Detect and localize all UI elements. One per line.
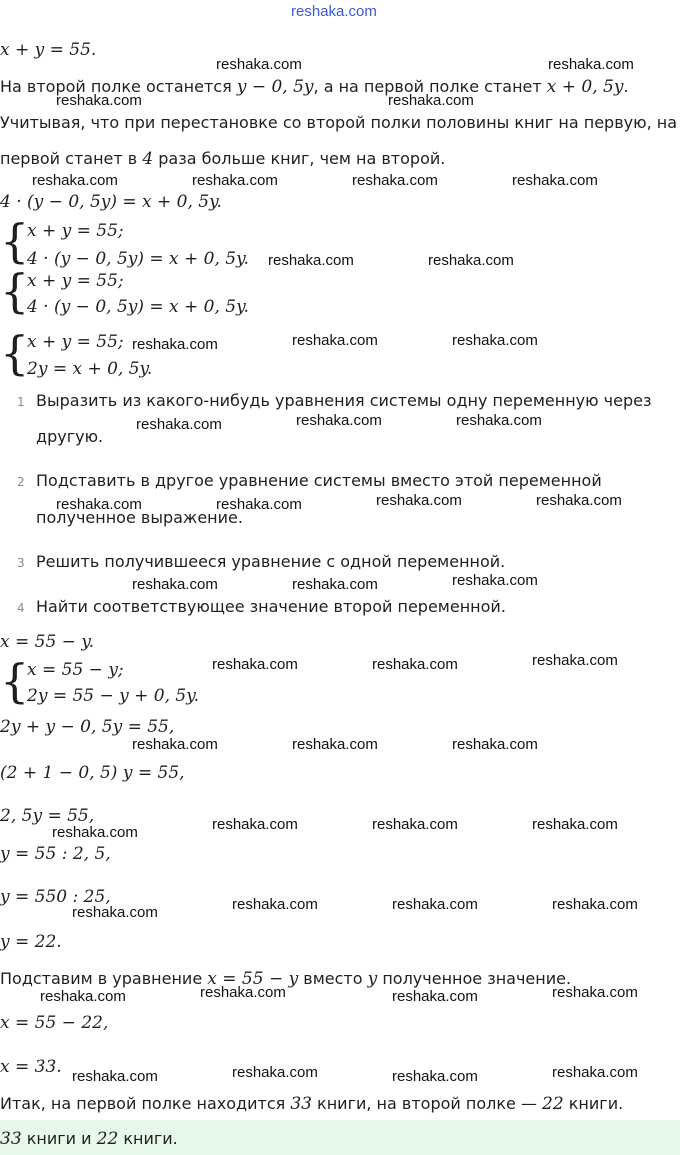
step-text: Решить получившееся уравнение с одной переменной. (36, 552, 506, 571)
equation-step: (2 + 1 − 0, 5) y = 55, (0, 763, 185, 783)
step-text: Найти соответствующее значение второй переменной. (36, 597, 506, 616)
watermark: reshaka.com (552, 896, 638, 913)
step-number: 1 (17, 395, 25, 409)
watermark: reshaka.com (192, 172, 278, 189)
watermark: reshaka.com (536, 492, 622, 509)
system3-eq2: 2y = x + 0, 5y. (27, 359, 153, 379)
watermark: reshaka.com (56, 496, 142, 513)
watermark: reshaka.com (72, 904, 158, 921)
watermark: reshaka.com (292, 736, 378, 753)
watermark: reshaka.com (392, 1068, 478, 1085)
watermark: reshaka.com (132, 336, 218, 353)
watermark: reshaka.com (232, 896, 318, 913)
equation-step: x = 55 − 22, (0, 1013, 109, 1033)
system3-eq1: x + y = 55; (27, 332, 124, 352)
system-brace: { (0, 326, 30, 380)
system-brace: { (0, 264, 30, 318)
watermark: reshaka.com (32, 172, 118, 189)
watermark: reshaka.com (216, 56, 302, 73)
watermark: reshaka.com (232, 1064, 318, 1081)
system2-eq2: 4 · (y − 0, 5y) = x + 0, 5y. (27, 297, 249, 317)
text-condition-1: Учитывая, что при перестановке со второй полки половины книг на первую, на (0, 113, 678, 132)
step-text: Выразить из какого-нибудь уравнения системы одну переменную через (36, 391, 652, 410)
system4-eq1: x = 55 − y; (27, 660, 124, 680)
watermark: reshaka.com (512, 172, 598, 189)
text-substitute: Подставим в уравнение x = 55 − y вместо y полученное значение. (0, 969, 572, 989)
watermark: reshaka.com (372, 656, 458, 673)
watermark: reshaka.com (392, 896, 478, 913)
watermark: reshaka.com (72, 1068, 158, 1085)
text-conclusion: Итак, на первой полке находится 33 книги, на второй полке — 22 книги. (0, 1094, 624, 1114)
watermark: reshaka.com (372, 816, 458, 833)
watermark: reshaka.com (200, 984, 286, 1001)
watermark: reshaka.com (268, 252, 354, 269)
step-number: 3 (17, 556, 25, 570)
equation-x-expressed: x = 55 − y. (0, 632, 95, 652)
step-text: Подставить в другое уравнение системы вместо этой переменной (36, 471, 602, 490)
watermark-top: reshaka.com (291, 3, 377, 20)
watermark: reshaka.com (136, 416, 222, 433)
watermark: reshaka.com (456, 412, 542, 429)
watermark: reshaka.com (552, 984, 638, 1001)
system-brace: { (0, 654, 30, 708)
watermark: reshaka.com (376, 492, 462, 509)
watermark: reshaka.com (296, 412, 382, 429)
text-condition-2: первой станет в 4 раза больше книг, чем на второй. (0, 149, 446, 169)
watermark: reshaka.com (352, 172, 438, 189)
equation-step: y = 22. (0, 932, 62, 952)
watermark: reshaka.com (428, 252, 514, 269)
system2-eq1: x + y = 55; (27, 271, 124, 291)
equation-condition: 4 · (y − 0, 5y) = x + 0, 5y. (0, 192, 222, 212)
watermark: reshaka.com (532, 816, 618, 833)
step-text: другую. (36, 427, 104, 446)
equation-step: 2, 5y = 55, (0, 806, 95, 826)
watermark: reshaka.com (452, 572, 538, 589)
step-text: полученное выражение. (36, 508, 243, 527)
answer-text: 33 книги и 22 книги. (0, 1129, 178, 1149)
watermark: reshaka.com (52, 824, 138, 841)
watermark: reshaka.com (40, 988, 126, 1005)
equation-step: x = 33. (0, 1057, 62, 1077)
watermark: reshaka.com (532, 652, 618, 669)
step-number: 4 (17, 601, 25, 615)
equation-step: y = 55 : 2, 5, (0, 844, 111, 864)
watermark: reshaka.com (132, 736, 218, 753)
watermark: reshaka.com (452, 736, 538, 753)
watermark: reshaka.com (216, 496, 302, 513)
text-shelves: На второй полке останется y − 0, 5y, а на первой полке станет x + 0, 5y. (0, 77, 629, 97)
step-number: 2 (17, 475, 25, 489)
watermark: reshaka.com (292, 576, 378, 593)
equation-step: 2y + y − 0, 5y = 55, (0, 717, 175, 737)
watermark: reshaka.com (132, 576, 218, 593)
watermark: reshaka.com (552, 1064, 638, 1081)
system1-eq2: 4 · (y − 0, 5y) = x + 0, 5y. (27, 249, 249, 269)
watermark: reshaka.com (292, 332, 378, 349)
watermark: reshaka.com (392, 988, 478, 1005)
watermark: reshaka.com (548, 56, 634, 73)
equation-step: y = 550 : 25, (0, 887, 111, 907)
watermark: reshaka.com (56, 92, 142, 109)
watermark: reshaka.com (212, 656, 298, 673)
watermark: reshaka.com (388, 92, 474, 109)
watermark: reshaka.com (452, 332, 538, 349)
system1-eq1: x + y = 55; (27, 221, 124, 241)
equation-sum: x + y = 55. (0, 40, 97, 60)
watermark: reshaka.com (212, 816, 298, 833)
system4-eq2: 2y = 55 − y + 0, 5y. (27, 686, 200, 706)
system-brace: { (0, 214, 30, 268)
